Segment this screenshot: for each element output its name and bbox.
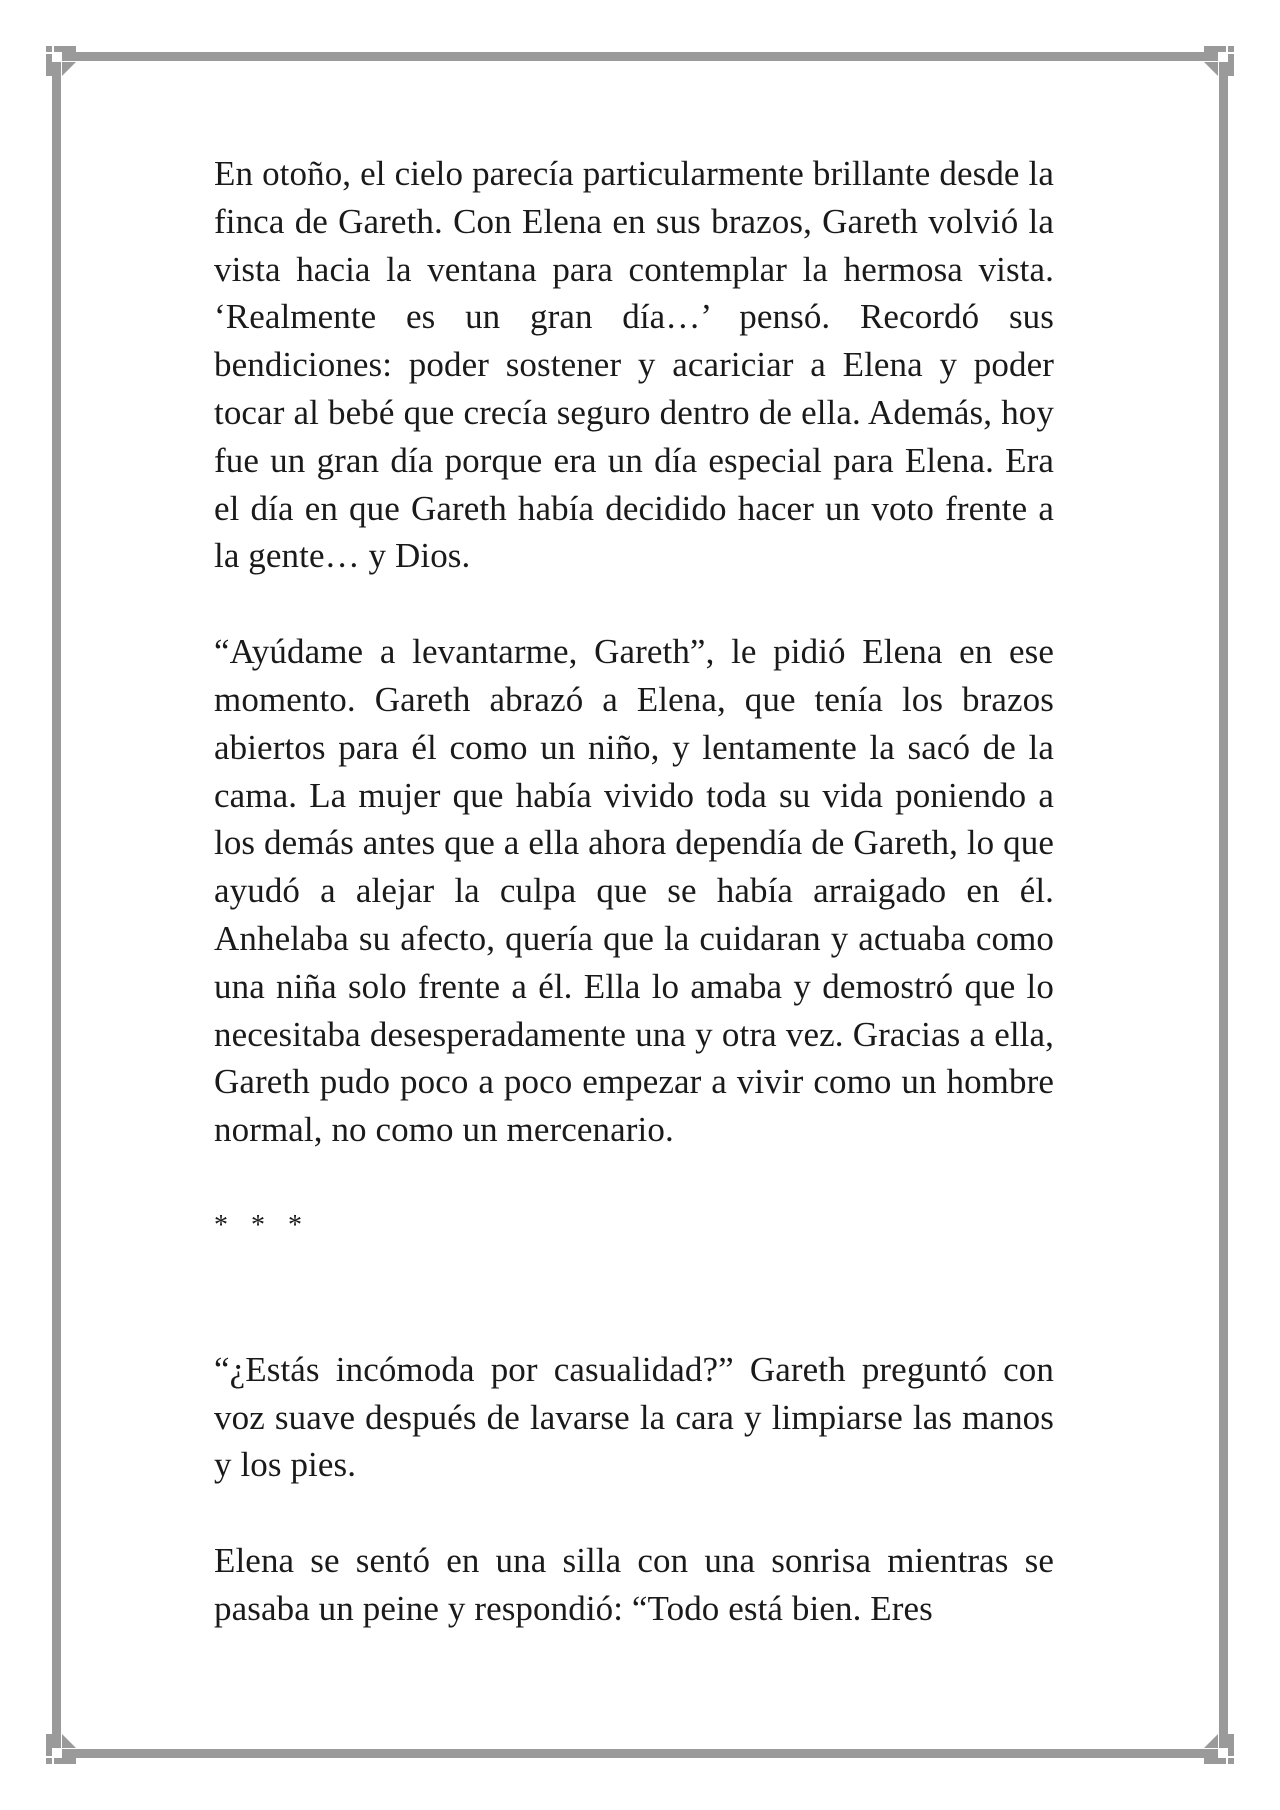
paragraph: “¿Estás incómoda por casualidad?” Gareth preguntó con voz suave después de lavarse la cara y limpiarse las manos y los pies. [214,1349,1054,1485]
frame-border-left [52,62,61,1748]
frame-corner-ornament-icon [1204,1734,1234,1764]
paragraph: En otoño, el cielo parecía particularmente brillante desde la finca de Gareth. Con Elena en sus brazos, Gareth volvió la vista hacia la ventana para contemplar la hermosa vista. ‘Realmente es un gran día…’ pensó. Recordó sus bendiciones: poder sostener y acariciar a Elena y poder tocar al bebé que crecía seguro dentro de ella. Además, hoy fue un gran día porque era un día especial para Elena. Era el día en que Gareth había decidido hacer un voto frente a la gente… y Dios. [214,154,1054,576]
scene-separator: * * * [214,1209,310,1241]
paragraph: “Ayúdame a levantarme, Gareth”, le pidió Elena en ese momento. Gareth abrazó a Elena, que tenía los brazos abiertos para él como un niño, y lentamente la sacó de la cama. La mujer que había vivido toda su vida poniendo a los demás antes que a ella ahora dependía de Gareth, lo que ayudó a alejar la culpa que se había arraigado en él. Anhelaba su afecto, quería que la cuidaran y actuaba como una niña solo frente a él. Ella lo amaba y demostró que lo necesitaba desesperadamente una y otra vez. Gracias a ella, Gareth pudo poco a poco empezar a vivir como un hombre normal, no como un mercenario. [214,632,1054,1150]
frame-corner-ornament-icon [1204,46,1234,76]
page-body [214,150,1054,1681]
frame-border-right [1219,62,1228,1748]
paragraph: Elena se sentó en una silla con una sonrisa mientras se pasaba un peine y respondió: “Todo está bien. Eres [214,1541,1054,1628]
frame-border-bottom [62,1749,1218,1758]
frame-corner-ornament-icon [46,46,76,76]
frame-border-top [62,52,1218,61]
frame-corner-ornament-icon [46,1734,76,1764]
